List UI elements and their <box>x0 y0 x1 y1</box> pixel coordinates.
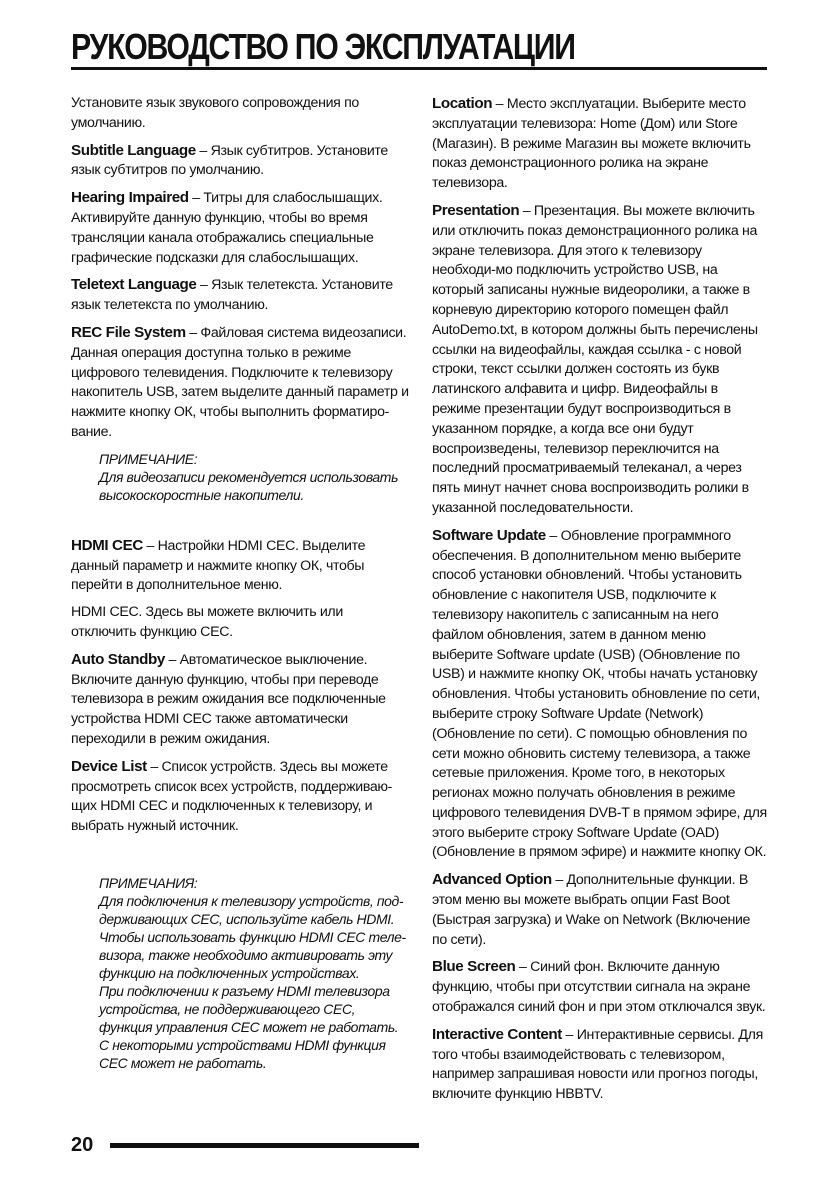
auto-standby-text: – Автоматическое выключение. Включите данную функцию, чтобы при переводе телевизора в режим ожидания все подключенные устройства HDMI CEC также автоматически переходили в режим ожидания. <box>71 651 386 747</box>
teletext-language-item <box>71 275 411 316</box>
auto-standby-term: Auto Standby <box>71 650 165 668</box>
presentation-item <box>432 201 767 519</box>
note-line: Для подключения к телевизору устройств, под-держивающих CEC, используйте кабель HDMI. <box>99 892 404 927</box>
device-list-item <box>71 757 411 837</box>
advanced-option-term: Advanced Option <box>432 871 552 889</box>
interactive-content-term: Interactive Content <box>432 1025 562 1043</box>
hdmi-cec-item <box>71 536 411 596</box>
teletext-language-text: – Язык телетекста. Установите язык телетекста по умолчанию. <box>71 277 393 314</box>
interactive-content-item <box>432 1025 767 1105</box>
note-recording <box>99 450 411 504</box>
interactive-content-text: – Интерактивные сервисы. Для того чтобы взаимодействовать с телевизором, например запрашивая новости или прогноз погоды, включите функцию HBBTV. <box>432 1026 763 1103</box>
title-underline <box>71 67 767 70</box>
hearing-impaired-item <box>71 188 411 268</box>
blue-screen-item <box>432 957 767 1017</box>
right-column <box>432 94 767 1112</box>
advanced-option-item <box>432 870 767 950</box>
advanced-option-text: – Дополнительные функции. В этом меню вы можете выбрать опции Fast Boot (Быстрая загрузка) и Wake on Network (Включение по сети). <box>432 872 751 948</box>
note-line: При подключении к разъему HDMI телевизора устройства, не поддерживающего CEC, функция управления CEC может не работать. <box>99 982 399 1035</box>
location-text: – Место эксплуатации. Выберите место эксплуатации телевизора: Home (Дом) или Store (Магазин). В режиме Магазин вы можете включить показ демонстрационного ролика на экране телевизора. <box>432 96 751 192</box>
page-title: РУКОВОДСТВО ПО ЭКСПЛУАТАЦИИ <box>71 26 575 67</box>
subtitle-language-text: – Язык субтитров. Установите язык субтитров по умолчанию. <box>71 142 388 179</box>
note-heading: ПРИМЕЧАНИЯ: <box>99 874 198 891</box>
presentation-text: – Презентация. Вы можете включить или отключить показ демонстрационного ролика на экране телевизора. Для этого к телевизору необходи-мо подключить устройство USB, на который записаны нужные видеоролики, а также в корневую директорию которого помещен файл AutoDemo.txt, в котором должны быть перечислены ссылки на видеофайлы, каждая ссылка - с новой строки, текст ссылки должен состоять из букв латинского алфавита и цифр. Видеофайлы в режиме презентации будут воспроизводиться в указанном порядке, а когда все они будут воспроизведены, телевизор переключится на последний просматриваемый телеканал, а через пять минут начнет снова воспроизводить ролики в указанной последовательности. <box>432 202 758 516</box>
blue-screen-text: – Синий фон. Включите данную функцию, чтобы при отсутствии сигнала на экране отображался синий фон и при этом отключался звук. <box>432 959 766 1016</box>
location-item <box>432 94 767 194</box>
auto-standby-item <box>71 650 411 750</box>
blue-screen-term: Blue Screen <box>432 958 516 976</box>
hdmi-cec-text: – Настройки HDMI CEC. Выделите данный параметр и нажмите кнопку ОК, чтобы перейти в дополнительное меню. <box>71 537 366 594</box>
note-line: С некоторыми устройствами HDMI функция CEC может не работать. <box>99 1036 386 1071</box>
subtitle-language-item <box>71 141 411 182</box>
software-update-text: – Обновление программного обеспечения. В дополнительном меню выберите способ установки обновлений. Чтобы установить обновление с накопителя USB, подключите к телевизору накопитель с записанным на него файлом обновления, затем в данном меню выберите Software update (USB) (Обновление по USB) и нажмите кнопку ОК, чтобы начать установку обновления. Чтобы установить обновление по сети, выберите строку Software Update (Network) (Обновление по сети). С помощью обновления по сети можно обновить систему телевизора, а также сетевые приложения. Кроме того, в некоторых регионах можно получать обновления в режиме цифрового телевидения DVB-T в прямом эфире, для этого выберите строку Software Update (OAD) (Обновление в прямом эфире) и нажмите кнопку ОК. <box>432 527 767 861</box>
teletext-language-term: Teletext Language <box>71 276 197 294</box>
note-hdmi-cec <box>99 874 411 1072</box>
rec-file-system-text: – Файловая система видеозаписи. Данная операция доступна только в режиме цифрового телевидения. Подключите к телевизору накопитель USB, затем выделите данный параметр и нажмите кнопку ОК, чтобы выполнить форматиро-вание. <box>71 324 409 440</box>
note-line: Чтобы использовать функцию HDMI CEC теле-визора, также необходимо активировать эту функцию на подключенных устройствах. <box>99 928 406 981</box>
hdmi-cec-term: HDMI CEC <box>71 536 143 554</box>
presentation-term: Presentation <box>432 201 520 219</box>
page-number: 20 <box>71 1134 94 1156</box>
rec-file-system-term: REC File System <box>71 323 186 341</box>
device-list-term: Device List <box>71 757 147 775</box>
left-column <box>71 94 411 1072</box>
hearing-impaired-term: Hearing Impaired <box>71 189 189 207</box>
software-update-term: Software Update <box>432 526 546 544</box>
hdmi-cec-detail: HDMI CEC. Здесь вы можете включить или отключить функцию CEC. <box>71 604 343 640</box>
hearing-impaired-text: – Титры для слабослышащих. Активируйте данную функцию, чтобы во время трансляции канала отображались специальные графические подсказки для слабослышащих. <box>71 190 383 266</box>
rec-file-system-item <box>71 323 411 443</box>
device-list-text: – Список устройств. Здесь вы можете просмотреть список всех устройств, поддерживаю-щих HDMI CEC и подключенных к телевизору, и выбрать нужный источник. <box>71 758 393 835</box>
footer-rule <box>110 1143 419 1148</box>
note-line: Для видеозаписи рекомендуется использовать высокоскоростные накопители. <box>99 468 399 503</box>
subtitle-language-term: Subtitle Language <box>71 141 196 159</box>
software-update-item <box>432 526 767 864</box>
location-term: Location <box>432 95 493 112</box>
audio-language-intro: Установите язык звукового сопровождения по умолчанию. <box>71 95 359 131</box>
note-heading: ПРИМЕЧАНИЕ: <box>99 450 198 467</box>
